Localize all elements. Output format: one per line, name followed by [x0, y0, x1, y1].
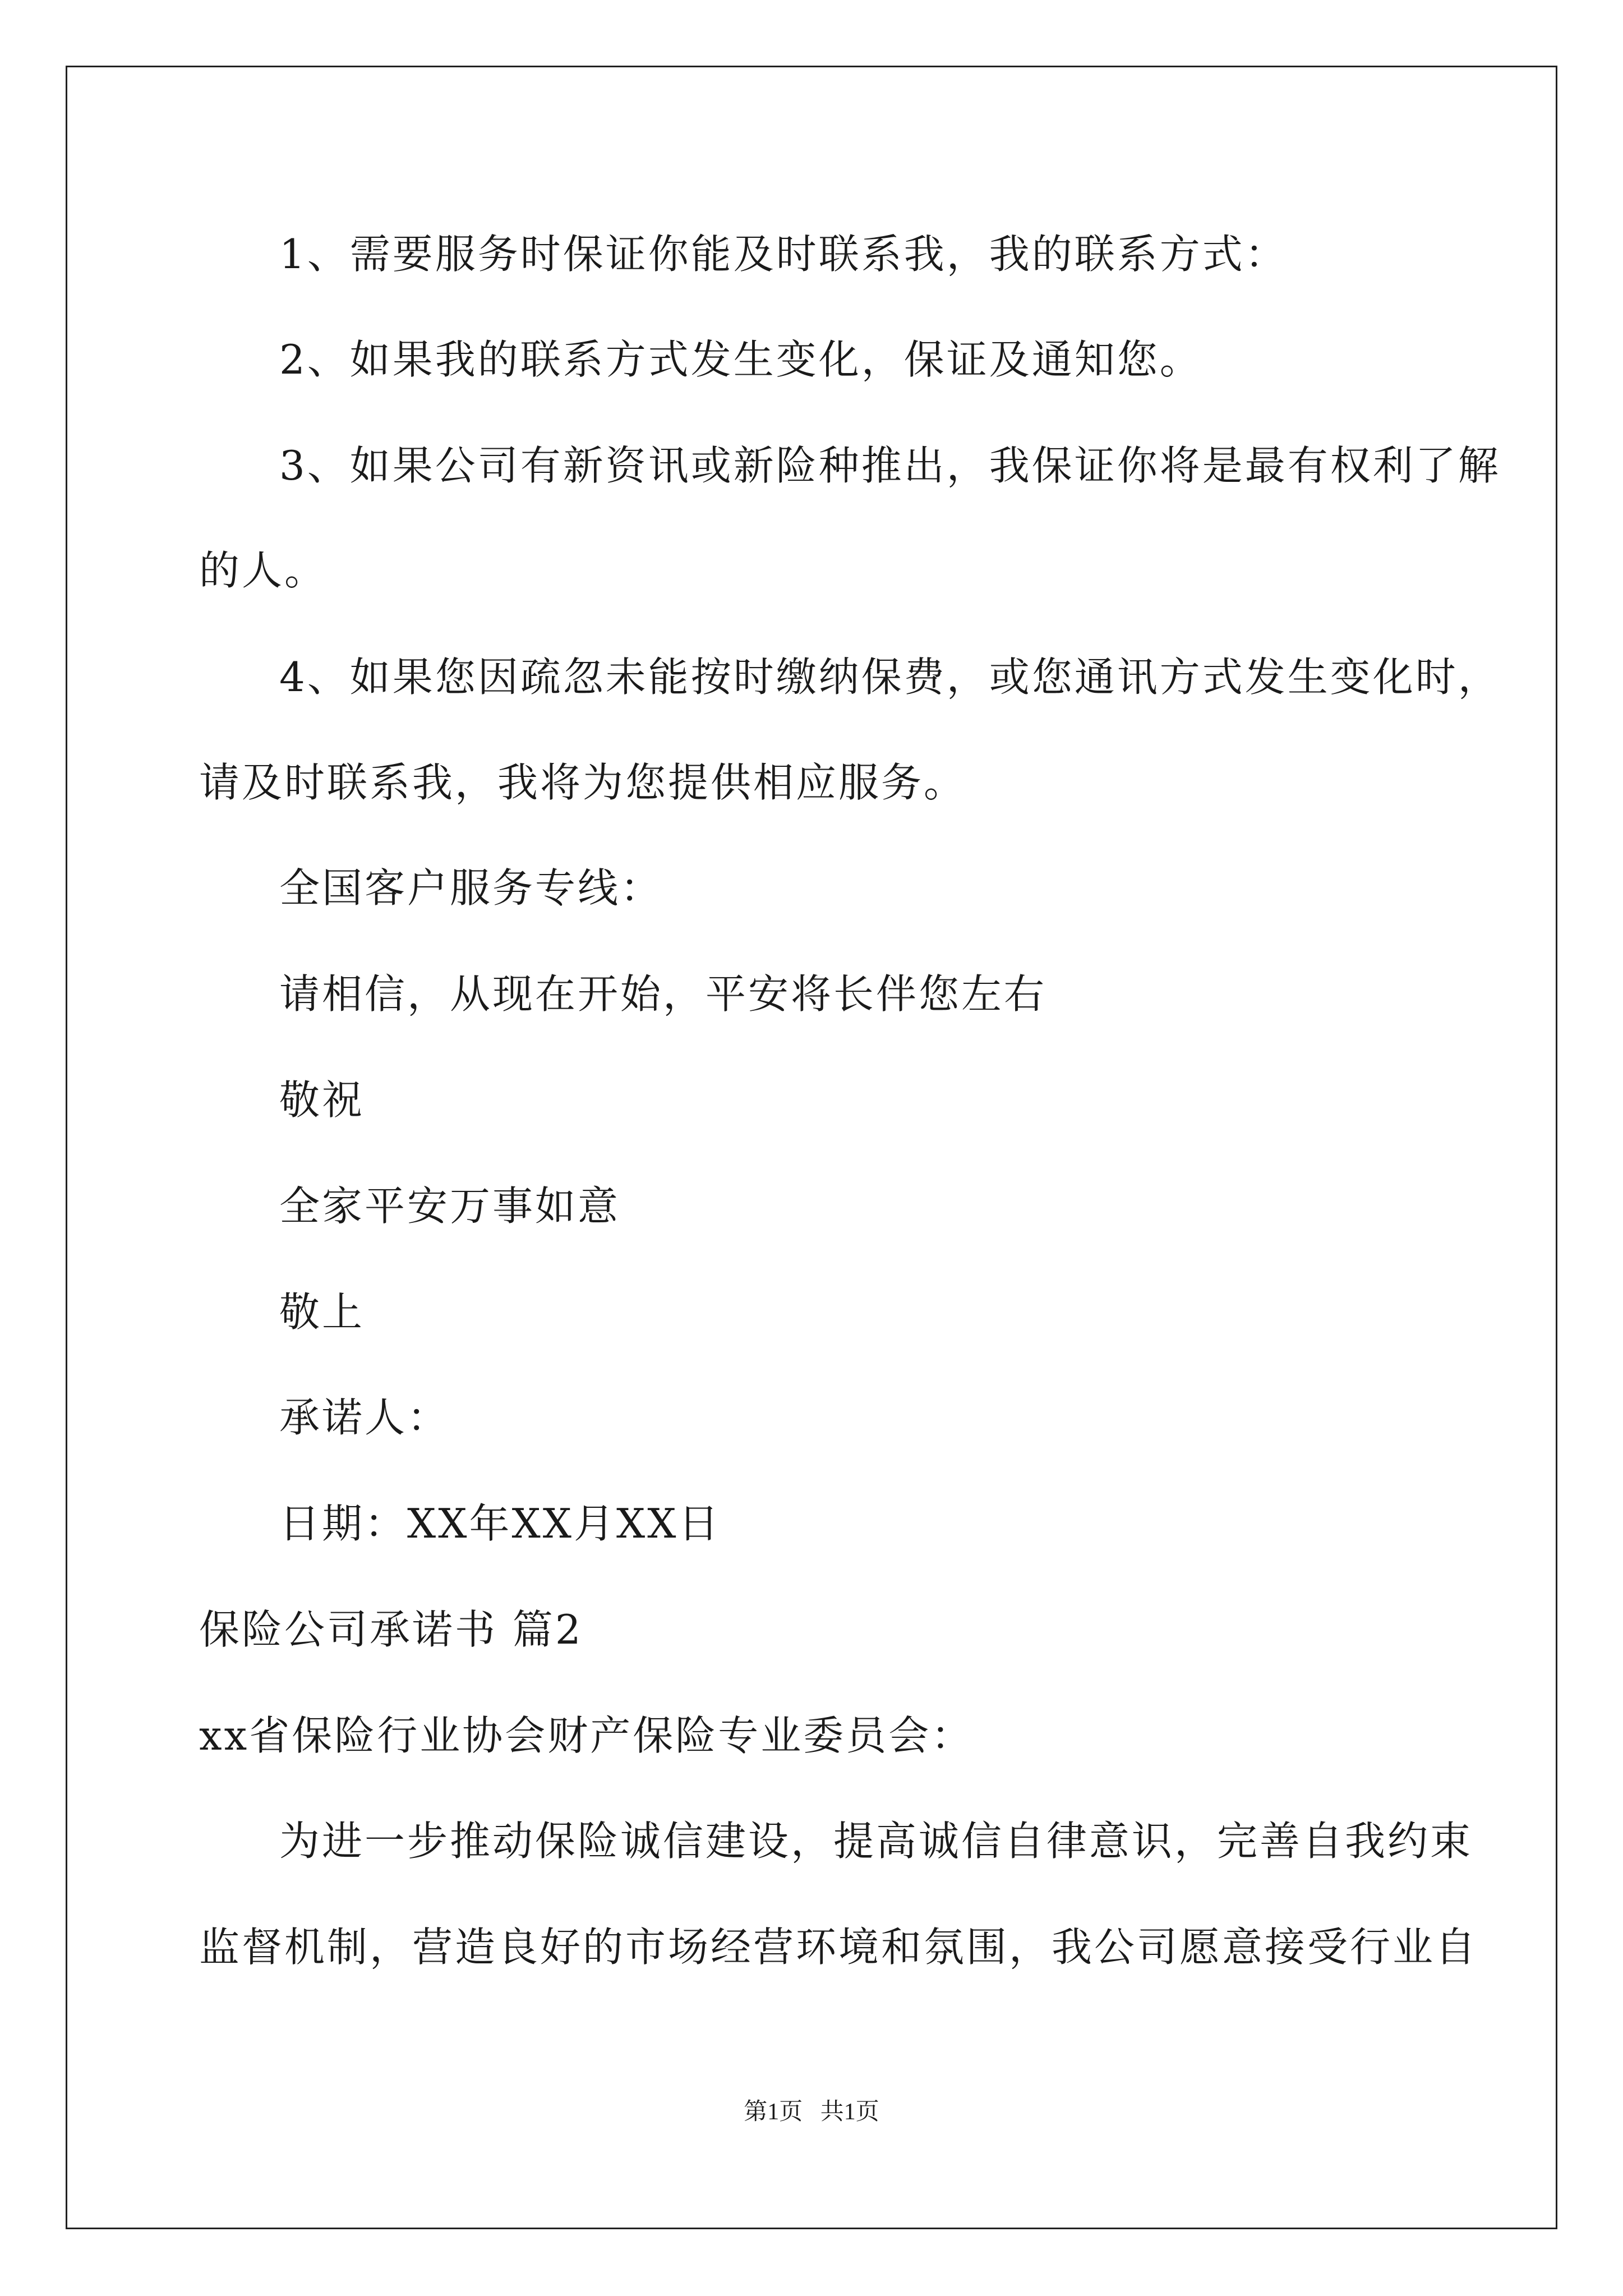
paragraph-line: 2、如果我的联系方式发生变化，保证及通知您。 — [279, 336, 1202, 383]
salutation: xx省保险行业协会财产保险专业委员会： — [199, 1712, 974, 1759]
paragraph-line: 的人。 — [199, 547, 328, 594]
paragraph-line: 全家平安万事如意 — [279, 1182, 621, 1230]
paragraph-line: 请及时联系我，我将为您提供相应服务。 — [199, 759, 967, 806]
page-footer: 第1页 共1页 — [744, 2099, 879, 2125]
paragraph-line: 1、需要服务时保证你能及时联系我，我的联系方式： — [279, 231, 1288, 278]
paragraph-line: 为进一步推动保险诚信建设，提高诚信自律意识，完善自我约束 — [279, 1818, 1473, 1865]
paragraph-line: 全国客户服务专线： — [279, 864, 663, 912]
page-border — [66, 66, 1557, 2229]
section-heading: 保险公司承诺书 篇2 — [199, 1606, 583, 1653]
paragraph-line: 敬祝 — [279, 1076, 365, 1124]
paragraph-line: 监督机制，营造良好的市场经营环境和氛围，我公司愿意接受行业自 — [199, 1924, 1478, 1971]
paragraph-line: 3、如果公司有新资讯或新险种推出，我保证你将是最有权利了解 — [279, 442, 1501, 489]
paragraph-line: 4、如果您因疏忽未能按时缴纳保费，或您通讯方式发生变化时， — [279, 654, 1501, 701]
paragraph-line: 承诺人： — [279, 1394, 450, 1441]
paragraph-line: 敬上 — [279, 1289, 365, 1336]
paragraph-line: 请相信，从现在开始，平安将长伴您左右 — [279, 970, 1047, 1018]
paragraph-line: 日期：XX年XX月XX日 — [279, 1500, 721, 1547]
